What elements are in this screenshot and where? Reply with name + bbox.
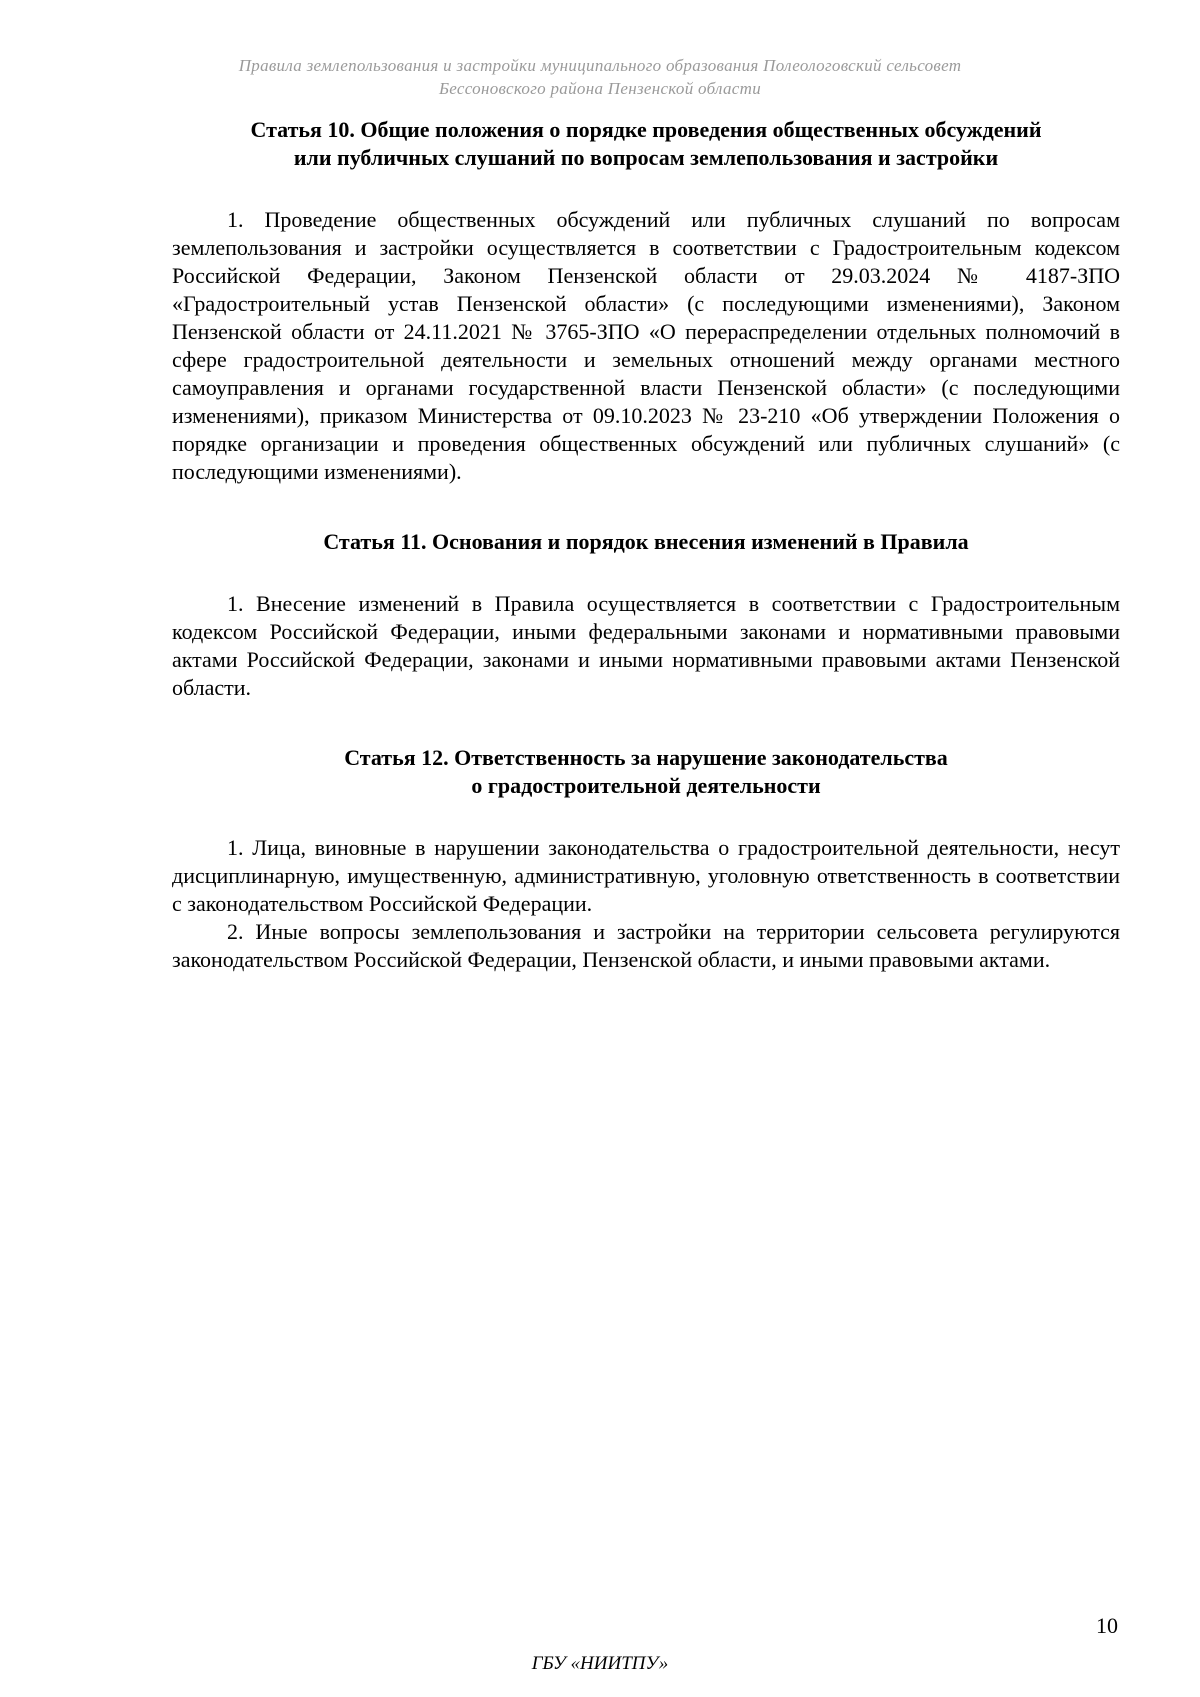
article-10-title — [172, 116, 1120, 172]
running-header-line-1: Правила землепользования и застройки муниципального образования Полеологовский сельсовет — [238, 56, 962, 75]
footer-organization: ГБУ «НИИТПУ» — [531, 1653, 669, 1674]
article-12-paragraph-2: 2. Иные вопросы землепользования и застройки на территории сельсовета регулируются законодательством Российской Федерации, Пензенской области, и иными правовыми актами. — [172, 919, 1120, 972]
document-body — [172, 116, 1120, 974]
article-12-title-line-1: Статья 12. Ответственность за нарушение законодательства — [344, 745, 948, 770]
article-12-title — [172, 744, 1120, 800]
article-10-title-line-1: Статья 10. Общие положения о порядке проведения общественных обсуждений — [250, 117, 1042, 142]
page-number: 10 — [1096, 1613, 1118, 1638]
article-10-paragraph-1: 1. Проведение общественных обсуждений или публичных слушаний по вопросам землепользования и застройки осуществляется в соответствии с Градостроительным кодексом Российской Федерации, Законом Пензенской области от 29.03.2024 № 4187-ЗПО «Градостроительный устав Пензенской области» (с последующими изменениями), Законом Пензенской области от 24.11.2021 № 3765-ЗПО «О перераспределении отдельных полномочий в сфере градостроительной деятельности и земельных отношений между органами местного самоуправления и органами государственной власти Пензенской области» (с последующими изменениями), приказом Министерства от 09.10.2023 № 23-210 «Об утверждении Положения о порядке организации и проведения общественных обсуждений или публичных слушаний» (с последующими изменениями). — [172, 207, 1120, 484]
running-header — [150, 54, 1050, 100]
article-11-title-line: Статья 11. Основания и порядок внесения изменений в Правила — [323, 529, 969, 554]
running-header-line-2: Бессоновского района Пензенской области — [438, 79, 762, 98]
article-12-title-line-2: о градостроительной деятельности — [471, 773, 821, 798]
article-12-paragraph-1: 1. Лица, виновные в нарушении законодательства о градостроительной деятельности, несут дисциплинарную, имущественную, административную, уголовную ответственность в соответствии с законодательством Российской Федерации. — [172, 835, 1120, 916]
article-11-paragraph-1: 1. Внесение изменений в Правила осуществляется в соответствии с Градостроительным кодексом Российской Федерации, иными федеральными законами и нормативными правовыми актами Российской Федерации, законами и иными нормативными правовыми актами Пензенской области. — [172, 591, 1120, 700]
article-10-title-line-2: или публичных слушаний по вопросам землепользования и застройки — [293, 145, 999, 170]
article-11-title — [172, 528, 1120, 556]
